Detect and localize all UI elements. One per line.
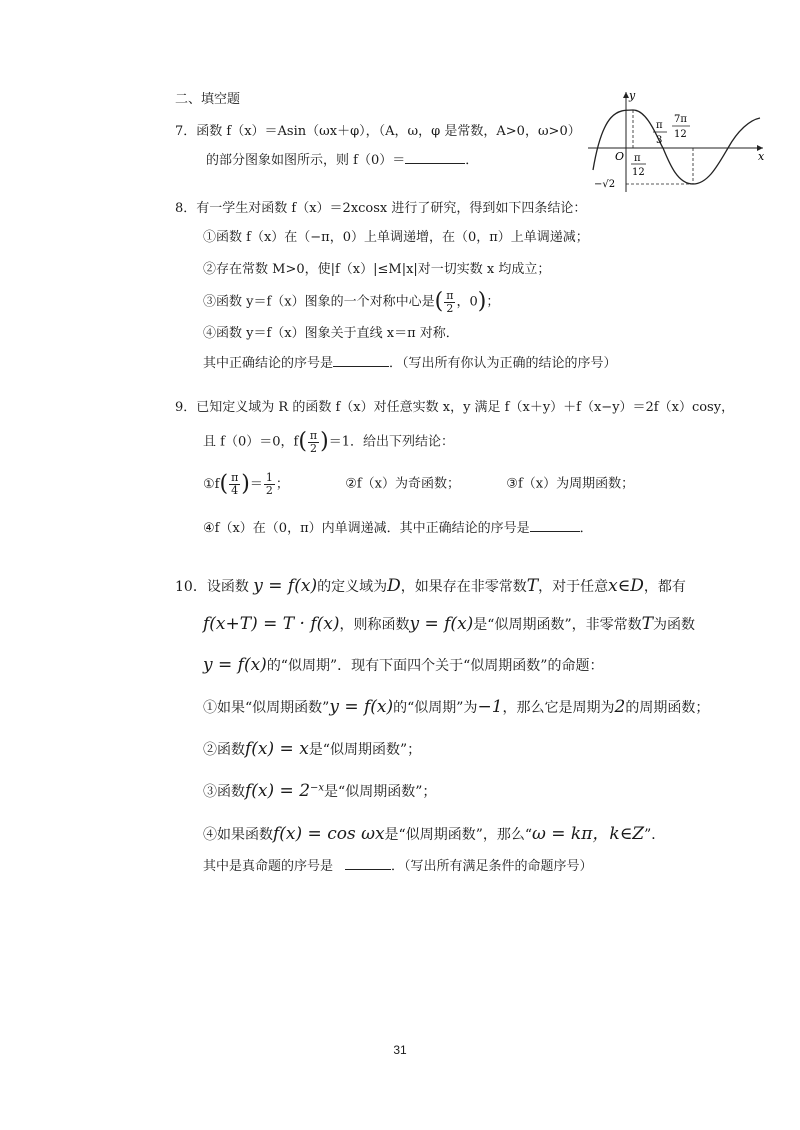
q10-i2-a: ②函数 [203, 742, 245, 758]
q10-line3 [203, 655, 603, 675]
tick-pi12-den: 12 [632, 167, 645, 178]
q10-i4-m2: ω = kπ，k∈Z [532, 824, 645, 844]
q10-i2-b: 是“似周期函数”； [308, 742, 422, 758]
q10-l2-b: 是“似周期函数”，非零常数 [473, 617, 642, 633]
q10-i3-b: 是“似周期函数”； [324, 784, 437, 800]
q9-item4-line [203, 519, 593, 537]
q8-item2: ②存在常数 M>0，使|f（x）|≤M|x|对一切实数 x 均成立； [203, 262, 551, 277]
q10-l1-m1: y = f(x) [253, 576, 318, 596]
q10-l2-m1: f(x+T) = T · f(x) [203, 614, 340, 634]
q8-item4: ④函数 y＝f（x）图象关于直线 x＝π 对称． [203, 326, 459, 341]
q7-sine-graph [588, 90, 768, 195]
q10-line2 [203, 614, 695, 634]
q9-line1: 9．已知定义域为 R 的函数 f（x）对任意实数 x，y 满足 f（x＋y）＋f（x−y）＝2f（x）cosy， [175, 400, 735, 415]
q9-items-row [203, 472, 634, 496]
q10-l1-d: ，对于任意 [538, 579, 609, 595]
page-number: 31 [393, 1043, 407, 1057]
q10-line1 [175, 576, 686, 596]
q10-l2-c: 为函数 [652, 617, 695, 633]
q10-answer-blank[interactable] [345, 857, 391, 870]
section-title: 二、填空题 [175, 92, 241, 107]
q9-item1-label: ①f [203, 476, 220, 492]
q10-answer-line [203, 857, 593, 875]
q7-line1: 7．函数 f（x）＝Asin（ωx＋φ），（A，ω，φ 是常数，A>0，ω>0） [175, 124, 581, 139]
q10-l1-m2: D [387, 576, 401, 596]
q10-l1-a: 10．设函数 [175, 579, 249, 595]
q9-line2-frac-den: 2 [310, 441, 318, 455]
q10-l2-m3: T [641, 614, 653, 634]
tick-pi3-den: 3 [656, 135, 663, 146]
q9-item1-rparen: ) [241, 471, 250, 497]
q7-line2 [206, 151, 478, 169]
q9-line2-frac-num: π [309, 429, 318, 442]
tick-pi3-num: π [656, 120, 663, 131]
q10-i1-b: 的“似周期”为 [393, 700, 478, 716]
q10-i3-sup: −x [310, 782, 325, 794]
q10-i2-m1: f(x) = x [245, 739, 309, 759]
q7-answer-blank[interactable] [405, 151, 465, 164]
q8-item3-rparen: ) [477, 289, 487, 315]
q10-i4-c: ”． [644, 827, 666, 843]
q9-line2-frac [308, 430, 319, 454]
q10-l3-m1: y = f(x) [203, 655, 267, 675]
q10-l1-c: ，如果存在非零常数 [400, 579, 527, 595]
q10-answer-text: 其中是真命题的序号是 [203, 859, 334, 874]
q8-line1: 8．有一学生对函数 f（x）＝2xcosx 进行了研究，得到如下四条结论： [175, 201, 587, 216]
q8-item3-end: ； [486, 294, 500, 310]
q8-item3-frac-den: 2 [446, 301, 454, 315]
q10-item1 [203, 697, 709, 717]
q10-i4-b: 是“似周期函数”，那么“ [384, 827, 533, 843]
q9-item1-rhs-frac [264, 472, 275, 496]
q10-i4-a: ④如果函数 [203, 827, 273, 843]
q9-line2-rparen: ) [320, 429, 329, 455]
tick-7pi12-num: 7π [674, 114, 687, 125]
q9-item1 [203, 471, 289, 497]
q9-item1-frac-num: π [231, 471, 239, 484]
q10-i1-c: ，那么它是周期为 [502, 700, 615, 716]
q8-item3-frac-num: π [446, 289, 454, 302]
q10-i1-m2: −1 [477, 697, 503, 717]
q10-i1-m3: 2 [614, 697, 626, 717]
q10-i4-m1: f(x) = cos ωx [273, 824, 385, 844]
q10-i1-m1: y = f(x) [329, 697, 394, 717]
origin-label: O [615, 150, 625, 163]
q9-line2-lparen: ( [298, 429, 307, 455]
q9-item3: ③f（x）为周期函数； [506, 476, 635, 492]
q8-item3-frac [444, 290, 455, 314]
q10-l1-m3: T [526, 576, 539, 596]
q8-answer-line [203, 354, 617, 372]
q9-item1-lparen: ( [219, 471, 229, 497]
q8-item3 [203, 290, 499, 314]
q10-l3-a: 的“似周期”．现有下面四个关于“似周期函数”的命题： [266, 658, 604, 674]
q10-item3 [203, 781, 436, 801]
q8-answer-note: ．（写出所有你认为正确的结论的序号） [389, 356, 617, 371]
q9-item4-text: ④f（x）在（0，π）内单调递减．其中正确结论的序号是 [203, 521, 530, 536]
q10-answer-note: ．（写出所有满足条件的命题序号） [391, 859, 593, 874]
q8-answer-blank[interactable] [333, 354, 389, 367]
q7-line2-end: ． [465, 153, 479, 168]
q9-item1-frac [229, 472, 240, 496]
q10-i1-a: ①如果“似周期函数” [203, 700, 330, 716]
q9-item1-eq: ＝ [249, 476, 263, 492]
tick-pi12-num: π [634, 153, 641, 164]
q10-l1-e: ，都有 [643, 579, 686, 595]
q10-l1-m4: x∈D [608, 576, 644, 596]
q10-i3-m1: f(x) = 2 [245, 781, 311, 801]
q9-line2-tail: ＝1．给出下列结论： [328, 434, 455, 450]
q8-item1: ①函数 f（x）在（−π，0）上单调递增，在（0，π）上单调递减； [203, 230, 589, 245]
q7-line2-text: 的部分图象如图所示，则 f（0）＝ [206, 153, 406, 168]
x-axis-label: x [758, 150, 765, 163]
q9-item1-end: ； [275, 476, 289, 492]
q10-l1-b: 的定义域为 [317, 579, 388, 595]
q9-answer-blank[interactable] [530, 519, 580, 532]
y-axis-label: y [629, 90, 636, 102]
tick-7pi12-den: 12 [674, 129, 687, 140]
q9-item1-frac-den: 4 [231, 483, 239, 497]
q10-item4 [203, 824, 665, 844]
q10-l2-m2: y = f(x) [409, 614, 474, 634]
q10-item2 [203, 739, 421, 759]
q10-i1-d: 的周期函数； [625, 700, 710, 716]
q9-item1-rhs-den: 2 [265, 483, 273, 497]
q8-item3-tail: ，0 [456, 294, 478, 310]
min-label: −√2 [594, 179, 616, 190]
q9-item4-end: ． [579, 521, 593, 536]
q8-answer-text: 其中正确结论的序号是 [203, 356, 334, 371]
q8-item3-lparen: ( [434, 289, 444, 315]
q10-i3-a: ③函数 [203, 784, 245, 800]
q9-line2 [203, 430, 454, 454]
q10-l2-a: ，则称函数 [339, 617, 410, 633]
q9-item1-rhs-num: 1 [265, 471, 273, 484]
q8-item3-text: ③函数 y＝f（x）图象的一个对称中心是 [203, 294, 435, 310]
q9-item2: ②f（x）为奇函数； [345, 476, 461, 492]
q9-line2-text: 且 f（0）＝0，f [203, 434, 299, 450]
